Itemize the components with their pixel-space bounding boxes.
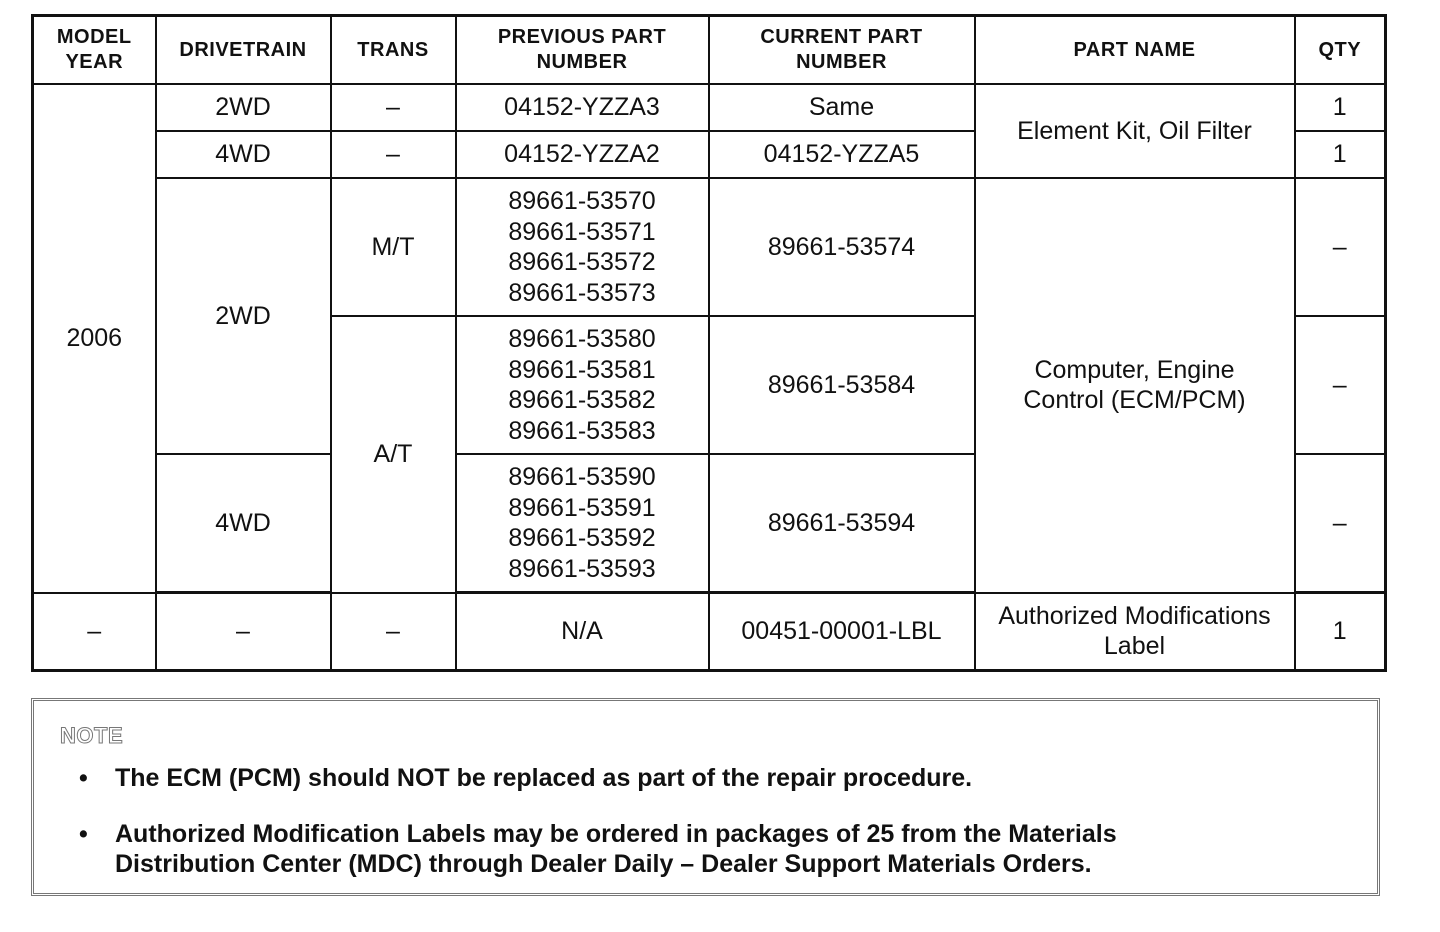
previous-part-number: 89661-53592	[508, 524, 656, 552]
drivetrain-cell: 4WD	[156, 454, 331, 593]
note-box	[31, 698, 1380, 896]
drivetrain-cell: 2WD	[156, 84, 331, 131]
header-trans: TRANS	[331, 16, 456, 85]
header-model-year-line2: YEAR	[65, 51, 124, 73]
trans-cell: M/T	[331, 178, 456, 316]
part-name-cell	[975, 593, 1295, 671]
header-previous-line1: PREVIOUS PART	[497, 26, 667, 48]
previous-part-number: 89661-53572	[508, 248, 656, 276]
previous-part-cell: 04152-YZZA2	[456, 131, 709, 178]
qty-cell: 1	[1295, 131, 1386, 178]
qty-cell: –	[1295, 178, 1386, 316]
note-list	[34, 763, 1377, 905]
model-year-cell: 2006	[33, 84, 156, 593]
header-current-part-number	[709, 16, 975, 85]
previous-part-cell	[456, 316, 709, 454]
table-row	[33, 84, 1386, 131]
qty-cell: –	[1295, 316, 1386, 454]
model-year-cell: –	[33, 593, 156, 671]
note-item	[34, 763, 1377, 793]
table-row	[33, 178, 1386, 316]
previous-part-number: 89661-53570	[508, 187, 656, 215]
previous-part-number: 89661-53591	[508, 493, 656, 522]
current-part-cell: 04152-YZZA5	[709, 131, 975, 178]
trans-cell: –	[331, 593, 456, 671]
note-item	[34, 819, 1377, 879]
parts-table	[31, 14, 1387, 672]
table-row	[33, 593, 1386, 671]
bullet-icon: •	[79, 820, 88, 848]
header-model-year	[33, 16, 156, 85]
note-title: NOTE	[60, 723, 124, 748]
drivetrain-cell: 2WD	[156, 178, 331, 454]
header-current-line1: CURRENT PART	[760, 26, 923, 48]
header-row	[33, 16, 1386, 85]
previous-part-number: 89661-53590	[508, 463, 656, 491]
header-drivetrain: DRIVETRAIN	[156, 16, 331, 85]
part-name-line1: Computer, Engine	[1034, 355, 1235, 384]
previous-part-number: 89661-53582	[508, 386, 656, 414]
current-part-cell: 89661-53584	[709, 316, 975, 454]
previous-part-number: 89661-53593	[508, 554, 656, 583]
header-current-line2: NUMBER	[796, 51, 887, 73]
note-text-line: Authorized Modification Labels may be ordered in packages of 25 from the Materials	[115, 820, 1117, 848]
trans-cell: –	[331, 84, 456, 131]
qty-cell: –	[1295, 454, 1386, 593]
previous-part-number: 89661-53573	[508, 278, 656, 307]
header-previous-part-number	[456, 16, 709, 85]
current-part-cell: Same	[709, 84, 975, 131]
previous-part-number: 89661-53580	[508, 325, 656, 353]
current-part-cell: 00451-00001-LBL	[709, 593, 975, 671]
part-name-cell: Element Kit, Oil Filter	[975, 84, 1295, 178]
previous-part-number: 89661-53581	[508, 355, 656, 384]
qty-cell: 1	[1295, 593, 1386, 671]
qty-cell: 1	[1295, 84, 1386, 131]
current-part-cell: 89661-53594	[709, 454, 975, 593]
previous-part-cell: 04152-YZZA3	[456, 84, 709, 131]
trans-cell: A/T	[331, 316, 456, 593]
previous-part-cell: N/A	[456, 593, 709, 671]
drivetrain-cell: –	[156, 593, 331, 671]
part-name-cell	[975, 178, 1295, 593]
previous-part-cell	[456, 454, 709, 593]
header-qty: QTY	[1295, 16, 1386, 85]
previous-part-cell	[456, 178, 709, 316]
drivetrain-cell: 4WD	[156, 131, 331, 178]
bullet-icon: •	[79, 764, 88, 792]
header-model-year-line1: MODEL	[56, 26, 132, 48]
part-name-line2: Label	[1103, 632, 1166, 661]
part-name-line1: Authorized Modifications	[998, 601, 1271, 630]
trans-cell: –	[331, 131, 456, 178]
note-text-line: Distribution Center (MDC) through Dealer Daily – Dealer Support Materials Orders.	[115, 850, 1092, 878]
note-text-line: The ECM (PCM) should NOT be replaced as part of the repair procedure.	[115, 764, 973, 792]
part-name-line2: Control (ECM/PCM)	[1023, 386, 1246, 415]
header-previous-line2: NUMBER	[536, 51, 628, 73]
previous-part-number: 89661-53571	[508, 217, 656, 246]
header-part-name: PART NAME	[975, 16, 1295, 85]
current-part-cell: 89661-53574	[709, 178, 975, 316]
previous-part-number: 89661-53583	[508, 416, 656, 445]
